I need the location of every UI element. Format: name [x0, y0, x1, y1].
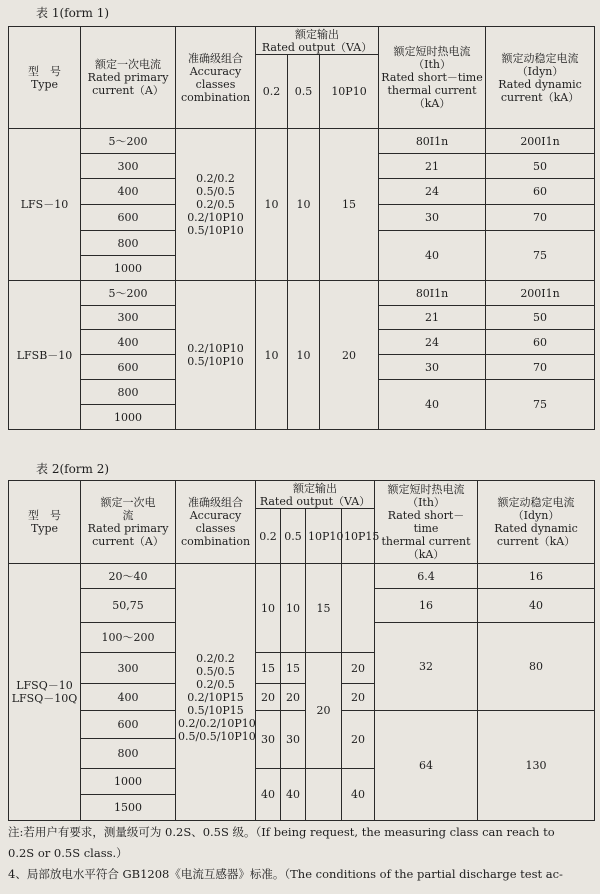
dynamic-cell: 60 [486, 330, 595, 355]
table2-label: 表 2(form 2) [36, 462, 110, 476]
header-thermal: 额定短时热电流 （Ith） Rated short－time thermal current （kA） [375, 481, 478, 564]
output-cell: 10 [288, 129, 320, 281]
output-cell: 10 [256, 129, 288, 281]
header-rated-output: 额定输出 Rated output（VA） [256, 27, 379, 55]
current-cell: 5～200 [81, 129, 176, 154]
output-cell: 15 [320, 129, 379, 281]
output-cell [342, 564, 375, 653]
output-cell: 20 [342, 711, 375, 769]
thermal-cell: 40 [379, 231, 486, 281]
footnote-line: 4、局部放电水平符合 GB1208《电流互感器》标准。（The conditions of the partial discharge test ac- [8, 867, 563, 881]
dynamic-cell: 50 [486, 154, 595, 179]
output-cell: 20 [342, 653, 375, 684]
output-cell: 20 [320, 281, 379, 430]
current-cell: 300 [81, 154, 176, 179]
output-cell: 40 [256, 769, 281, 821]
spec-table-1 [8, 26, 595, 430]
output-cell: 20 [281, 684, 306, 711]
current-cell: 600 [81, 355, 176, 380]
thermal-cell: 24 [379, 330, 486, 355]
accuracy-cell: 0.2/10P10 0.5/10P10 [176, 281, 256, 430]
header-primary-current: 额定一次电流 Rated primary current（A） [81, 27, 176, 129]
header-rated-output: 额定输出 Rated output（VA） [256, 481, 375, 509]
accuracy-cell: 0.2/0.2 0.5/0.5 0.2/0.5 0.2/10P15 0.5/10P15 0.2/0.2/10P10 0.5/0.5/10P10 [176, 564, 256, 821]
thermal-cell: 6.4 [375, 564, 478, 589]
header-dynamic: 额定动稳定电流 （Idyn） Rated dynamic current（kA） [478, 481, 595, 564]
footnote-line: 0.2S or 0.5S class.） [8, 846, 128, 860]
current-cell: 400 [81, 330, 176, 355]
header-output-02: 0.2 [256, 55, 288, 129]
current-cell: 800 [81, 380, 176, 405]
output-cell: 20 [342, 684, 375, 711]
thermal-cell: 32 [375, 623, 478, 711]
output-cell [306, 769, 342, 821]
type-cell: LFS－10 [9, 129, 81, 281]
thermal-cell: 80I1n [379, 129, 486, 154]
dynamic-cell: 75 [486, 231, 595, 281]
current-cell: 800 [81, 739, 176, 769]
dynamic-cell: 50 [486, 306, 595, 330]
thermal-cell: 21 [379, 154, 486, 179]
thermal-cell: 21 [379, 306, 486, 330]
table1-label: 表 1(form 1) [36, 6, 110, 20]
output-cell: 15 [256, 653, 281, 684]
header-output-10p15: 10P15 [342, 509, 375, 564]
dynamic-cell: 200I1n [486, 129, 595, 154]
output-cell: 40 [281, 769, 306, 821]
header-primary-current: 额定一次电 流 Rated primary current（A） [81, 481, 176, 564]
current-cell: 5～200 [81, 281, 176, 306]
thermal-cell: 30 [379, 205, 486, 231]
dynamic-cell: 130 [478, 711, 595, 821]
header-thermal: 额定短时热电流 （Ith） Rated short－time thermal current （kA） [379, 27, 486, 129]
dynamic-cell: 16 [478, 564, 595, 589]
dynamic-cell: 70 [486, 205, 595, 231]
current-cell: 1500 [81, 795, 176, 821]
thermal-cell: 24 [379, 179, 486, 205]
header-type: 型 号 Type [9, 481, 81, 564]
dynamic-cell: 75 [486, 380, 595, 430]
dynamic-cell: 200I1n [486, 281, 595, 306]
dynamic-cell: 80 [478, 623, 595, 711]
footnote-line: 注:若用户有要求，测量级可为 0.2S、0.5S 级。（If being request, the measuring class can reach to [8, 825, 555, 839]
current-cell: 100～200 [81, 623, 176, 653]
header-output-02: 0.2 [256, 509, 281, 564]
header-output-10p10: 10P10 [320, 55, 379, 129]
current-cell: 20～40 [81, 564, 176, 589]
dynamic-cell: 60 [486, 179, 595, 205]
current-cell: 300 [81, 653, 176, 684]
output-cell: 15 [306, 564, 342, 653]
thermal-cell: 64 [375, 711, 478, 821]
thermal-cell: 40 [379, 380, 486, 430]
output-cell: 30 [281, 711, 306, 769]
output-cell: 20 [256, 684, 281, 711]
type-cell: LFSQ－10 LFSQ－10Q [9, 564, 81, 821]
thermal-cell: 30 [379, 355, 486, 380]
current-cell: 1000 [81, 256, 176, 281]
current-cell: 1000 [81, 405, 176, 430]
output-cell: 10 [256, 564, 281, 653]
header-type: 型 号 Type [9, 27, 81, 129]
output-cell: 20 [306, 653, 342, 769]
dynamic-cell: 70 [486, 355, 595, 380]
header-accuracy: 准确级组合 Accuracy classes combination [176, 481, 256, 564]
current-cell: 50,75 [81, 589, 176, 623]
current-cell: 400 [81, 684, 176, 711]
type-cell: LFSB－10 [9, 281, 81, 430]
header-dynamic: 额定动稳定电流 （Idyn） Rated dynamic current（kA） [486, 27, 595, 129]
current-cell: 800 [81, 231, 176, 256]
accuracy-cell: 0.2/0.2 0.5/0.5 0.2/0.5 0.2/10P10 0.5/10P10 [176, 129, 256, 281]
current-cell: 600 [81, 711, 176, 739]
thermal-cell: 16 [375, 589, 478, 623]
spec-table-2 [8, 480, 595, 821]
output-cell: 10 [256, 281, 288, 430]
thermal-cell: 80I1n [379, 281, 486, 306]
footnote [8, 822, 594, 885]
current-cell: 400 [81, 179, 176, 205]
current-cell: 300 [81, 306, 176, 330]
header-accuracy: 准确级组合 Accuracy classes combination [176, 27, 256, 129]
output-cell: 40 [342, 769, 375, 821]
current-cell: 600 [81, 205, 176, 231]
header-output-10p10: 10P10 [306, 509, 342, 564]
output-cell: 30 [256, 711, 281, 769]
header-output-05: 0.5 [288, 55, 320, 129]
current-cell: 1000 [81, 769, 176, 795]
output-cell: 10 [281, 564, 306, 653]
output-cell: 15 [281, 653, 306, 684]
header-output-05: 0.5 [281, 509, 306, 564]
dynamic-cell: 40 [478, 589, 595, 623]
output-cell: 10 [288, 281, 320, 430]
